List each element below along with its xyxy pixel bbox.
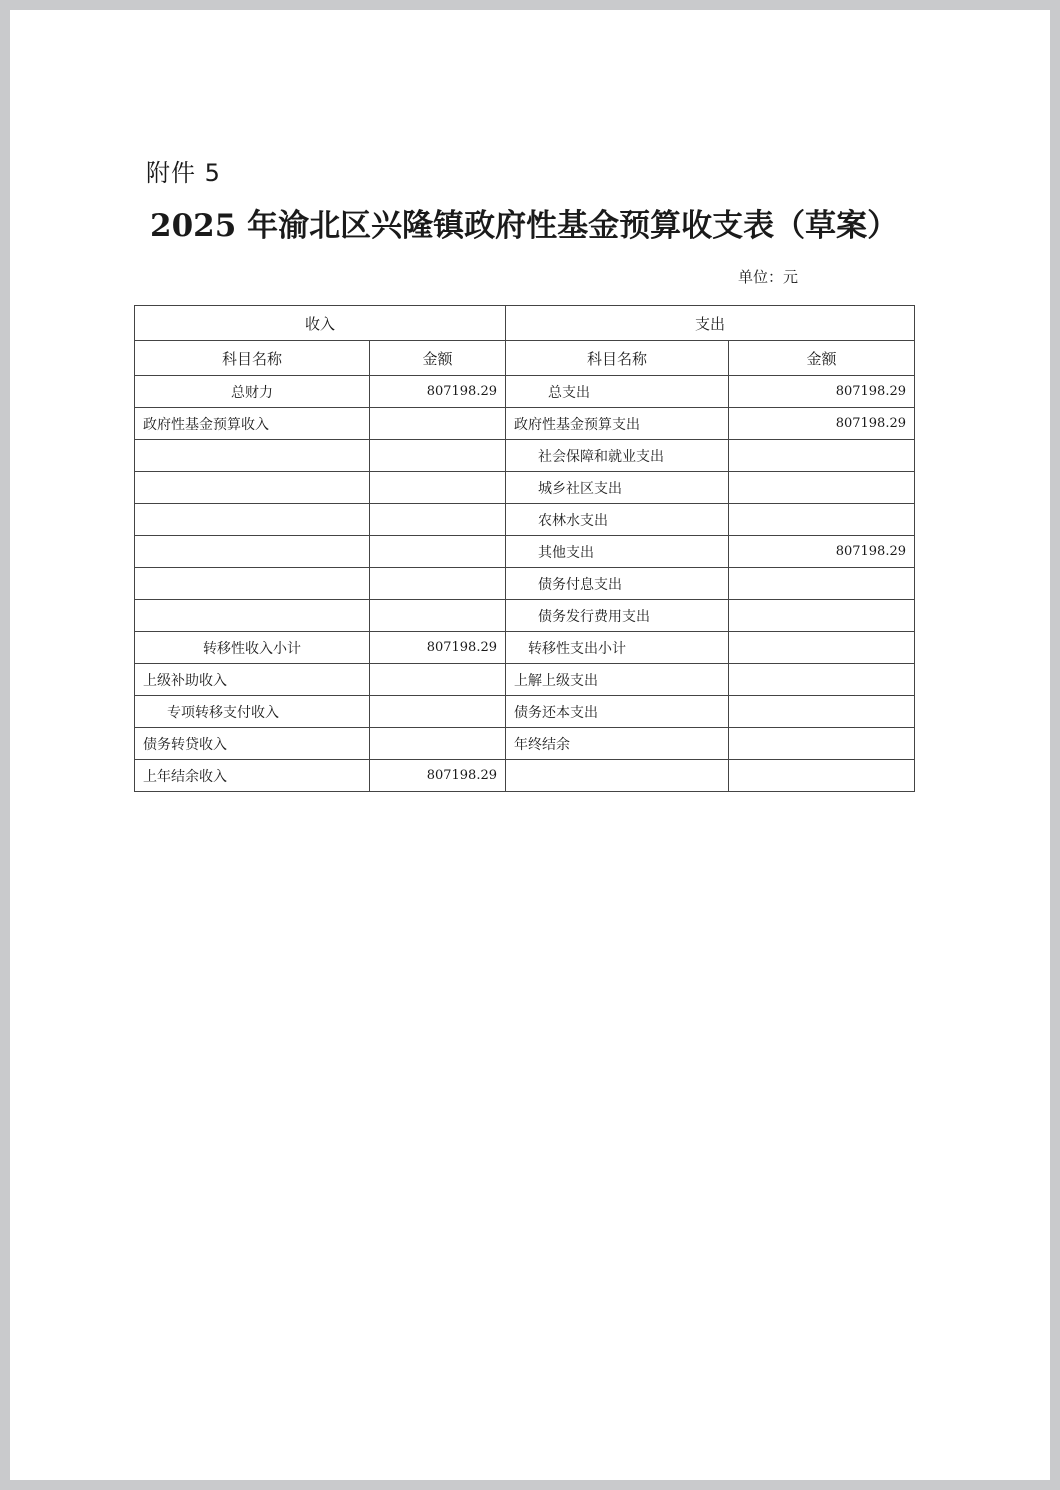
table-row xyxy=(135,504,915,536)
column-header-row xyxy=(135,341,915,376)
income-amount: 807198.29 xyxy=(370,632,506,664)
table-row xyxy=(135,440,915,472)
income-subject: 专项转移支付收入 xyxy=(135,696,370,728)
income-subject xyxy=(135,504,370,536)
expense-amount xyxy=(729,728,915,760)
table-row xyxy=(135,568,915,600)
expense-subject: 年终结余 xyxy=(506,728,729,760)
table-row xyxy=(135,472,915,504)
budget-table xyxy=(134,305,915,792)
expense-amount xyxy=(729,632,915,664)
income-subject: 上年结余收入 xyxy=(135,760,370,792)
expense-amount xyxy=(729,568,915,600)
income-amount xyxy=(370,504,506,536)
attachment-label: 附件 5 xyxy=(146,159,221,187)
expense-subject: 社会保障和就业支出 xyxy=(506,440,729,472)
income-subject: 转移性收入小计 xyxy=(135,632,370,664)
expense-subject-header: 科目名称 xyxy=(506,341,729,376)
income-subject xyxy=(135,600,370,632)
income-subject: 政府性基金预算收入 xyxy=(135,408,370,440)
income-amount xyxy=(370,536,506,568)
income-amount xyxy=(370,568,506,600)
table-row xyxy=(135,760,915,792)
income-amount xyxy=(370,408,506,440)
expense-header: 支出 xyxy=(506,306,915,341)
unit-label: 单位：元 xyxy=(738,268,799,286)
expense-amount xyxy=(729,472,915,504)
income-subject xyxy=(135,472,370,504)
expense-subject: 债务付息支出 xyxy=(506,568,729,600)
document-page xyxy=(10,10,1050,1480)
table-row xyxy=(135,728,915,760)
expense-amount xyxy=(729,760,915,792)
income-subject: 债务转贷收入 xyxy=(135,728,370,760)
expense-amount xyxy=(729,600,915,632)
expense-subject xyxy=(506,760,729,792)
income-amount xyxy=(370,440,506,472)
income-header: 收入 xyxy=(135,306,506,341)
expense-amount xyxy=(729,696,915,728)
income-subject xyxy=(135,440,370,472)
document-title: 2025 年渝北区兴隆镇政府性基金预算收支表（草案） xyxy=(150,208,899,244)
income-subject xyxy=(135,568,370,600)
expense-subject: 转移性支出小计 xyxy=(506,632,729,664)
expense-subject: 总支出 xyxy=(506,376,729,408)
income-subject: 总财力 xyxy=(135,376,370,408)
table-row xyxy=(135,408,915,440)
expense-amount: 807198.29 xyxy=(729,408,915,440)
expense-subject: 农林水支出 xyxy=(506,504,729,536)
expense-amount xyxy=(729,664,915,696)
expense-subject: 城乡社区支出 xyxy=(506,472,729,504)
expense-amount: 807198.29 xyxy=(729,376,915,408)
expense-amount: 807198.29 xyxy=(729,536,915,568)
expense-amount xyxy=(729,440,915,472)
income-subject: 上级补助收入 xyxy=(135,664,370,696)
table-row xyxy=(135,376,915,408)
table-row xyxy=(135,696,915,728)
income-subject-header: 科目名称 xyxy=(135,341,370,376)
table-row xyxy=(135,632,915,664)
income-amount xyxy=(370,472,506,504)
income-amount xyxy=(370,664,506,696)
income-amount xyxy=(370,696,506,728)
income-amount xyxy=(370,728,506,760)
income-subject xyxy=(135,536,370,568)
income-amount xyxy=(370,600,506,632)
expense-amount-header: 金额 xyxy=(729,341,915,376)
income-amount: 807198.29 xyxy=(370,376,506,408)
section-header-row xyxy=(135,306,915,341)
table-row xyxy=(135,536,915,568)
income-amount-header: 金额 xyxy=(370,341,506,376)
expense-subject: 上解上级支出 xyxy=(506,664,729,696)
expense-subject: 债务发行费用支出 xyxy=(506,600,729,632)
expense-subject: 债务还本支出 xyxy=(506,696,729,728)
expense-amount xyxy=(729,504,915,536)
expense-subject: 政府性基金预算支出 xyxy=(506,408,729,440)
table-row xyxy=(135,664,915,696)
income-amount: 807198.29 xyxy=(370,760,506,792)
expense-subject: 其他支出 xyxy=(506,536,729,568)
table-row xyxy=(135,600,915,632)
